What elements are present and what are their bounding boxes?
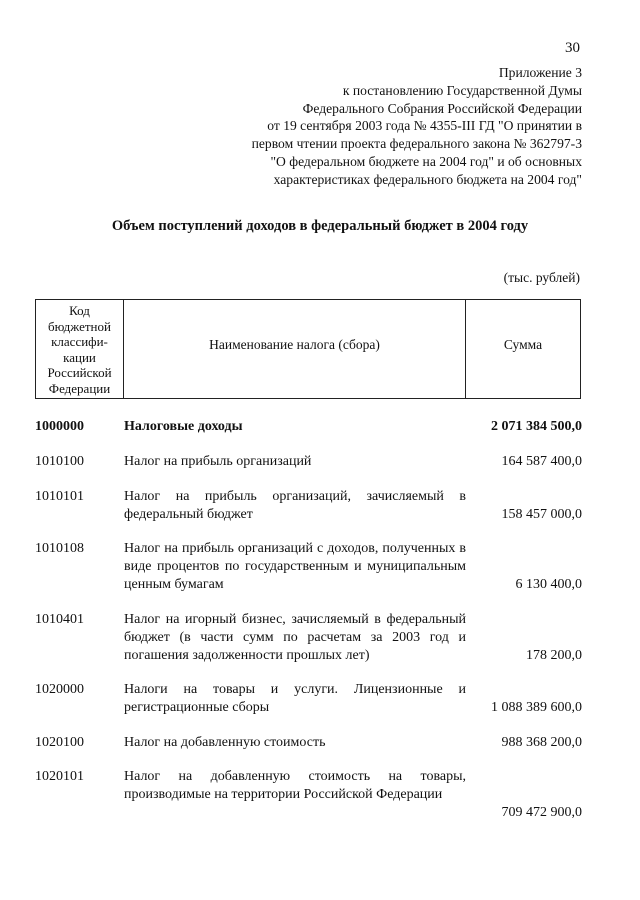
row-sum: 988 368 200,0 [501, 735, 582, 750]
row-code: 1000000 [35, 419, 84, 434]
row-name: Налог на прибыль организаций с доходов, полученных в виде процентов по государственным и муниципальным ценным бумагам [124, 541, 466, 592]
row-code: 1010401 [35, 612, 84, 627]
row-sum: 6 130 400,0 [515, 577, 582, 592]
row-name: Налог на добавленную стоимость [124, 735, 326, 750]
row-code: 1020000 [35, 682, 84, 697]
row-name: Налог на прибыль организаций, зачисляемый в федеральный бюджет [124, 489, 466, 522]
document-title: Объем поступлений доходов в федеральный бюджет в 2004 году [111, 218, 529, 234]
appendix-line: от 19 сентября 2003 года № 4355-III ГД "О принятии в [267, 118, 582, 134]
appendix-line: к постановлению Государственной Думы [342, 82, 582, 98]
header-code-line: бюджетной [48, 318, 111, 334]
header-code-line: кации [63, 349, 96, 365]
row-sum: 158 457 000,0 [501, 507, 582, 522]
header-code-line: Код [69, 303, 90, 318]
row-name: Налоговые доходы [124, 419, 243, 434]
row-sum: 709 472 900,0 [501, 805, 582, 820]
header-name: Наименование налога (сбора) [124, 300, 466, 398]
row-code: 1010108 [35, 541, 84, 556]
row-code: 1020101 [35, 769, 84, 784]
unit-note: (тыс. рублей) [503, 270, 580, 285]
header-sum: Сумма [503, 337, 543, 352]
table-header [35, 299, 581, 399]
row-name: Налог на прибыль организаций [124, 454, 312, 469]
row-sum: 2 071 384 500,0 [491, 419, 582, 434]
row-code: 1020100 [35, 735, 84, 750]
appendix-block [252, 64, 582, 189]
appendix-line: Федерального Собрания Российской Федерации [302, 100, 582, 116]
row-name: Налоги на товары и услуги. Лицензионные и регистрационные сборы [124, 682, 466, 715]
row-code: 1010101 [35, 489, 84, 504]
header-code-line: Федерации [48, 380, 111, 396]
header-code-line: Российской [47, 365, 112, 381]
row-name: Налог на игорный бизнес, зачисляемый в федеральный бюджет (в части сумм по расчетам за 2003 год и погашения задолженности прошлых лет) [124, 612, 466, 663]
row-sum: 1 088 389 600,0 [491, 700, 582, 715]
row-code: 1010100 [35, 454, 84, 469]
appendix-line: "О федеральном бюджете на 2004 год" и об основных [270, 153, 582, 169]
row-sum: 164 587 400,0 [501, 454, 582, 469]
row-sum: 178 200,0 [526, 648, 582, 663]
header-code [36, 300, 124, 398]
appendix-line: характеристиках федерального бюджета на 2004 год" [273, 171, 582, 187]
appendix-line: первом чтении проекта федерального закона № 362797-3 [251, 136, 582, 152]
header-code-line: классифи- [51, 334, 108, 350]
appendix-line: Приложение 3 [498, 65, 582, 80]
row-name: Налог на добавленную стоимость на товары, производимые на территории Российской Федерации [124, 769, 466, 802]
page-number: 30 [565, 40, 580, 56]
